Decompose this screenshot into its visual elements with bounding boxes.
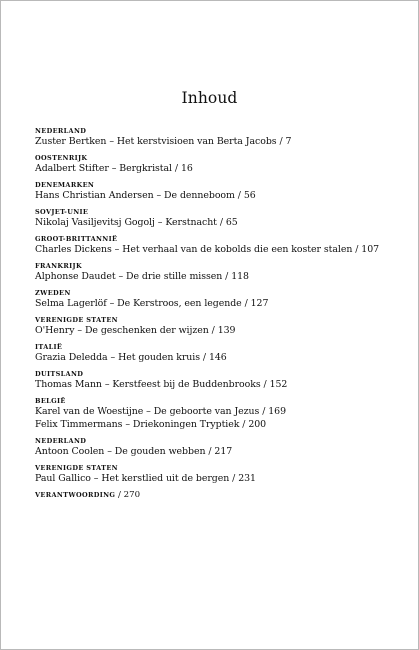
toc-entry: Nikolaj Vasiljevitsj Gogolj – Kerstnacht / 65 — [35, 217, 238, 228]
country-heading: BELGIË — [35, 397, 66, 405]
table-of-contents — [35, 127, 405, 500]
toc-section — [35, 316, 405, 337]
toc-section — [35, 370, 405, 391]
toc-section — [35, 181, 405, 202]
toc-section — [35, 262, 405, 283]
toc-section — [35, 289, 405, 310]
acknowledgements-entry — [35, 491, 405, 500]
toc-entry: Paul Gallico – Het kerstlied uit de bergen / 231 — [35, 473, 256, 484]
acknowledgements-label: VERANTWOORDING — [35, 491, 116, 499]
toc-section — [35, 464, 405, 485]
country-heading: ITALIË — [35, 343, 63, 351]
toc-entry: Zuster Bertken – Het kerstvisioen van Berta Jacobs / 7 — [35, 136, 292, 147]
toc-section — [35, 235, 405, 256]
toc-section — [35, 208, 405, 229]
country-heading: SOVJET-UNIE — [35, 208, 89, 216]
country-heading: NEDERLAND — [35, 437, 87, 445]
toc-section — [35, 127, 405, 148]
country-heading: DUITSLAND — [35, 370, 84, 378]
toc-entry: Thomas Mann – Kerstfeest bij de Buddenbrooks / 152 — [35, 379, 288, 390]
toc-entry: Adalbert Stifter – Bergkristal / 16 — [35, 163, 193, 174]
toc-entry: Felix Timmermans – Driekoningen Tryptiek / 200 — [35, 419, 267, 430]
country-heading: ZWEDEN — [35, 289, 71, 297]
country-heading: NEDERLAND — [35, 127, 87, 135]
toc-entry: O'Henry – De geschenken der wijzen / 139 — [35, 325, 236, 336]
toc-section — [35, 397, 405, 431]
toc-section — [35, 154, 405, 175]
toc-entry: Charles Dickens – Het verhaal van de kobolds die een koster stalen / 107 — [35, 244, 380, 255]
toc-entry: Hans Christian Andersen – De denneboom / 56 — [35, 190, 256, 201]
page-title: Inhoud — [181, 89, 238, 107]
toc-section — [35, 437, 405, 458]
country-heading: VERENIGDE STATEN — [35, 464, 118, 472]
country-heading: FRANKRIJK — [35, 262, 82, 270]
toc-entry: Selma Lagerlöf – De Kerstroos, een legende / 127 — [35, 298, 269, 309]
country-heading: OOSTENRIJK — [35, 154, 88, 162]
acknowledgements-page: / 270 — [115, 490, 141, 500]
country-heading: DENEMARKEN — [35, 181, 95, 189]
toc-section — [35, 343, 405, 364]
country-heading: VERENIGDE STATEN — [35, 316, 118, 324]
toc-entry: Grazia Deledda – Het gouden kruis / 146 — [35, 352, 227, 363]
toc-entry: Alphonse Daudet – De drie stille missen / 118 — [35, 271, 249, 282]
toc-entry: Karel van de Woestijne – De geboorte van Jezus / 169 — [35, 406, 287, 417]
country-heading: GROOT-BRITTANNIË — [35, 235, 118, 243]
toc-entry: Antoon Coolen – De gouden webben / 217 — [35, 446, 233, 457]
